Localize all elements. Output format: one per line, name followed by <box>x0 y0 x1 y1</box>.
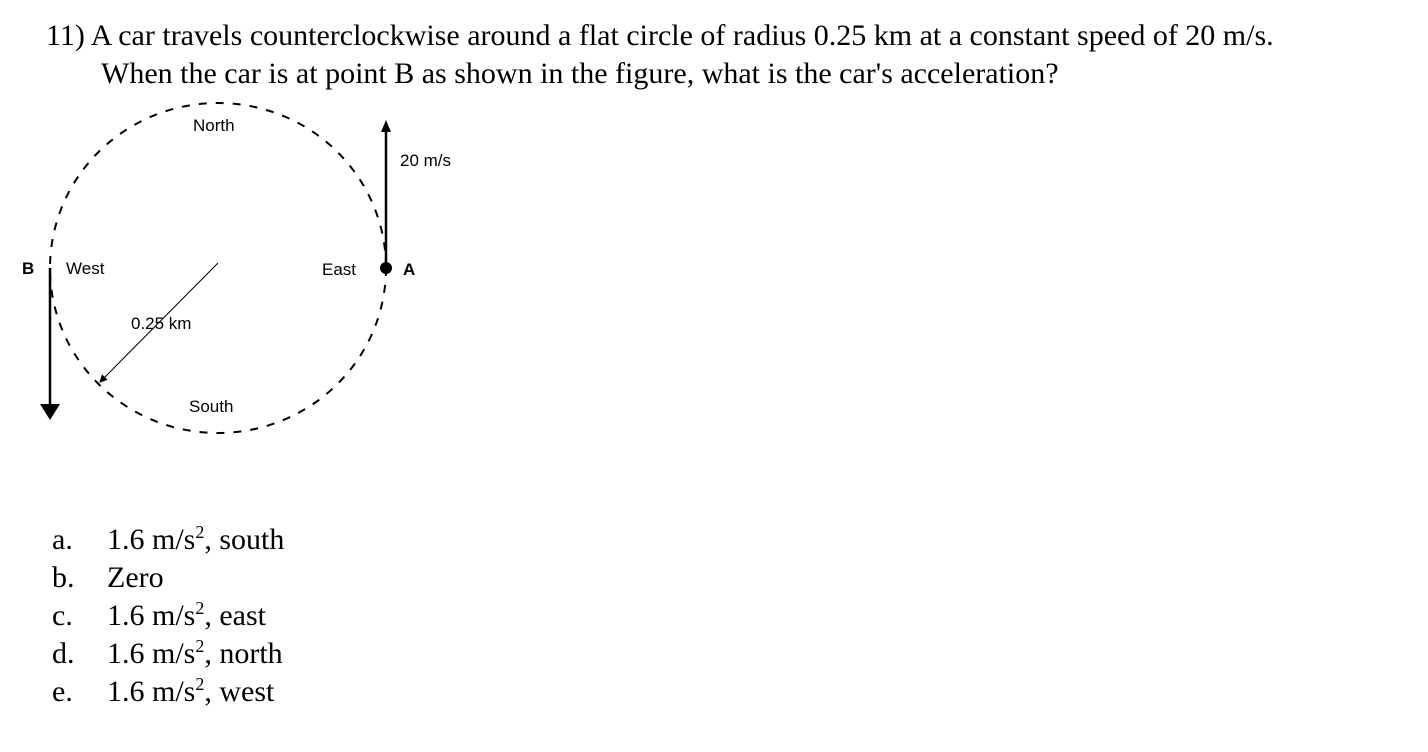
north-label: North <box>193 116 235 135</box>
south-label: South <box>189 397 234 416</box>
choice-e[interactable]: e. 1.6 $m/s^2$, west <box>52 674 275 708</box>
answer-choices <box>52 521 284 711</box>
point-a-label: A <box>403 260 416 279</box>
choice-b[interactable]: b. Zero <box>52 561 164 594</box>
choice-c[interactable]: c. 1.6 $m/s^2$, east <box>52 598 266 632</box>
question-line-2: When the car is at point B as shown in the figure, what is the car's acceleration? <box>101 57 1059 90</box>
east-label: East <box>322 260 357 279</box>
west-label: West <box>66 259 105 278</box>
speed-label: 20 m/s <box>400 151 452 170</box>
point-a-dot <box>380 262 392 274</box>
choice-d[interactable]: d. 1.6 $m/s^2$, north <box>52 636 283 670</box>
circular-motion-figure <box>0 100 520 460</box>
radius-label: 0.25 km <box>131 314 192 333</box>
velocity-arrowhead-a <box>381 120 391 132</box>
question-line-1: 11) A car travels counterclockwise around a flat circle of radius 0.25 km at a constant speed of 20 m/s. <box>46 19 1274 52</box>
choice-a[interactable]: a. 1.6 $m/s^2$, south <box>52 522 285 556</box>
velocity-arrowhead-b <box>40 404 60 420</box>
point-b-label: B <box>22 259 35 278</box>
